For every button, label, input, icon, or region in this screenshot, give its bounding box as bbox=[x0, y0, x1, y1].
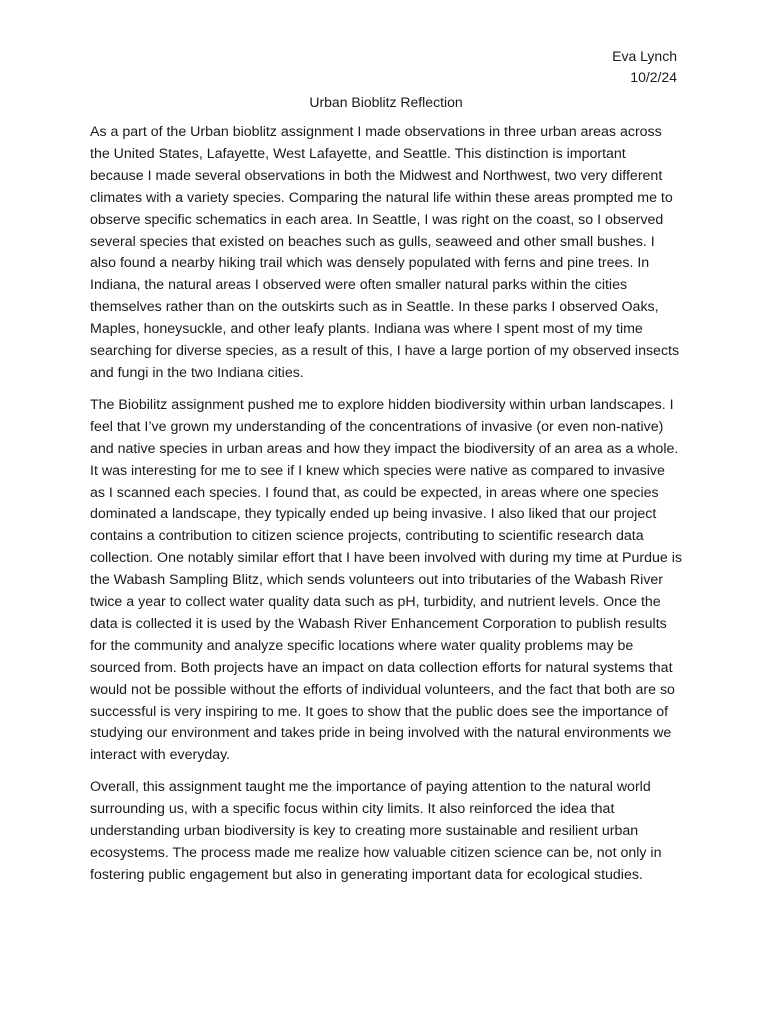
document-date: 10/2/24 bbox=[630, 69, 677, 85]
author-name: Eva Lynch bbox=[612, 48, 677, 64]
paragraph-3: Overall, this assignment taught me the importance of paying attention to the natural world surrounding us, with a specific focus within city limits. It also reinforced the idea that understanding urban biodiversity is key to creating more sustainable and resilient urban ecosystems. The process made me realize how valuable citizen science can be, not only in fostering public engagement but also in generating important data for ecological studies. bbox=[90, 779, 662, 883]
document-body bbox=[90, 46, 682, 897]
paragraph-1: As a part of the Urban bioblitz assignment I made observations in three urban areas across the United States, Lafayette, West Lafayette, and Seattle. This distinction is important because I made several observations in both the Midwest and Northwest, two very different climates with a variety species. Comparing the natural life within these areas prompted me to observe specific schematics in each area. In Seattle, I was right on the coast, so I observed several species that existed on beaches such as gulls, seaweed and other small bushes. I also found a nearby hiking trail which was densely populated with ferns and pine trees. In Indiana, the natural areas I observed were often smaller natural parks within the cities themselves rather than on the outskirts such as in Seattle. In these parks I observed Oaks, Maples, honeysuckle, and other leafy plants. Indiana was where I spent most of my time searching for diverse species, as a result of this, I have a large portion of my observed insects and fungi in the two Indiana cities. bbox=[90, 124, 680, 381]
document-title: Urban Bioblitz Reflection bbox=[309, 94, 463, 110]
author-header bbox=[90, 46, 682, 88]
paragraph-2: The Biobilitz assignment pushed me to explore hidden biodiversity within urban landscapes. I feel that I’ve grown my understanding of the concentrations of invasive (or even non-native) and native species in urban areas and how they impact the biodiversity of an area as a whole. It was interesting for me to see if I knew which species were native as compared to invasive as I scanned each species. I found that, as could be expected, in areas where one species dominated a landscape, they typically ended up being invasive. I also liked that our project contains a contribution to citizen science projects, contributing to scientific research data collection. One notably similar effort that I have been involved with during my time at Purdue is the Wabash Sampling Blitz, which sends volunteers out into tributaries of the Wabash River twice a year to collect water quality data such as pH, turbidity, and nutrient levels. Once the data is collected it is used by the Wabash River Enhancement Corporation to publish results for the community and analyze specific locations where water quality problems may be sourced from. Both projects have an impact on data collection efforts for natural systems that would not be possible without the efforts of individual volunteers, and the fact that both are so successful is very inspiring to me. It goes to show that the public does see the importance of studying our environment and takes pride in being involved with the natural environments we interact with everyday. bbox=[90, 396, 682, 764]
